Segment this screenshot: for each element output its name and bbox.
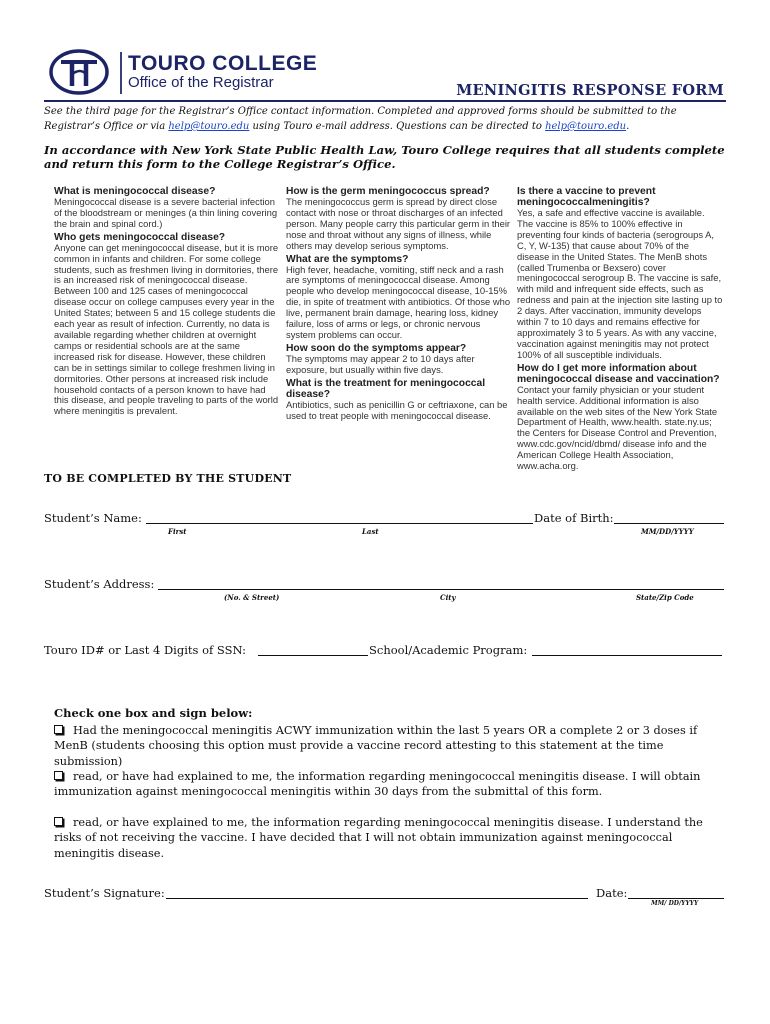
faq-answer: The meningococcus germ is spread by direct close contact with nose or throat discharges of an infected person. Many people carry this particular germ in their nose and throat without any signs of illness, while others may develop serious symptoms. [286, 196, 511, 251]
student-section-heading: TO BE COMPLETED BY THE STUDENT [44, 472, 292, 485]
faq-answer: High fever, headache, vomiting, stiff neck and a rash are symptoms of meningococcal disease. Among people who develop meningococcal disease, 10-15% die, in spite of treatment with antibiotics. Of those who live, permanent brain damage, hearing loss, kidney failure, loss of arms or legs, or chronic nervous system problems can occur. [286, 263, 511, 340]
logo-divider [120, 52, 122, 94]
office-name: Office of the Registrar [128, 74, 274, 91]
intro-line-2 [44, 119, 734, 134]
faq-answer: Antibiotics, such as penicillin G or ceftriaxone, can be used to treat people with meningococcal disease. [286, 398, 508, 421]
faq-answer: Anyone can get meningococcal disease, but it is more common in infants and children. For some college students, such as freshmen living in dormitories, there is an increased risk of meningococcal disease. Between 100 and 125 cases of meningococcal disease occur on college campuses every year in the United States; between 5 and 15 college students die each year as result of infection. Currently, no data is available regarding whether children at overnight camps or residential schools are at the same increased risk for disease. However, these children can be in settings similar to college freshmen living in dormitories. Other persons at increased risk include household contacts of a person known to have had this disease, and people traveling to parts of the world where meningitis is prevalent. [54, 241, 279, 417]
street-sublabel: (No. & Street) [224, 593, 280, 602]
name-input[interactable] [146, 523, 533, 524]
address-label: Student’s Address: [44, 577, 155, 591]
program-label: School/Academic Program: [369, 643, 528, 657]
address-input[interactable] [158, 589, 724, 590]
last-name-sublabel: Last [362, 527, 379, 536]
org-name: TOURO COLLEGE [128, 52, 318, 75]
form-title: MENINGITIS RESPONSE FORM [456, 82, 724, 99]
faq-answer: Contact your family physician or your student health service. Additional information is also available on the web sites of the New York State Department of Health, www.health. state.ny.us; the Centers for Disease Control and Prevention, www.cdc.gov/ncid/dbmd/ disease info and the American College Health Association, www.acha.org. [517, 383, 718, 472]
faq-answer: The symptoms may appear 2 to 10 days after exposure, but usually within five days. [286, 352, 475, 375]
faq-answer: Yes, a safe and effective vaccine is available. The vaccine is 85% to 100% effective in preventing four kinds of bacteria (serogroups A, C, Y, W-135) that cause about 70% of the disease in the United States. The MenB shots (called Trumenba or Bexsero) cover meningococcal serogroup B. The vaccine is safe, with mild and infrequent side effects, such as redness and pain at the injection site lasting up to 2 days. After vaccination, immunity develops within 7 to 10 days and remains effective for approximately 3 to 5 years. As with any vaccine, vaccination against meningitis may not protect 100% of all susceptible individuals. [517, 207, 723, 360]
faq-question: What is the treatment for meningococcal disease? [286, 377, 486, 400]
checkbox-decline[interactable] [54, 817, 63, 826]
option-decline [54, 815, 724, 861]
touro-logo-icon [48, 48, 110, 96]
option-immunized [54, 723, 724, 769]
touro-id-input[interactable] [258, 655, 368, 656]
checkbox-immunized[interactable] [54, 725, 63, 734]
option-will-obtain-text: read, or have had explained to me, the information regarding meningococcal meningitis disease. I will obtain immunization against meningococcal meningitis within 30 days from the submittal of this form. [54, 770, 701, 799]
checkbox-heading: Check one box and sign below: [54, 706, 253, 720]
header-rule [44, 100, 726, 102]
law-notice: In accordance with New York State Public Health Law, Touro College requires that all students complete and return this form to the College Registrar’s Office. [44, 143, 725, 171]
faq-question: How do I get more information about meningococcal disease and vaccination? [517, 362, 720, 385]
intro-line-2-mid: using Touro e-mail address. Questions can be directed to [249, 121, 546, 132]
touro-id-label: Touro ID# or Last 4 Digits of SSN: [44, 643, 246, 657]
email-link-1[interactable]: help@touro.edu [168, 121, 250, 132]
dob-input[interactable] [614, 523, 724, 524]
dob-label: Date of Birth: [534, 511, 614, 525]
date-input[interactable] [628, 898, 724, 899]
email-link-2[interactable]: help@touro.edu [545, 121, 627, 132]
signature-label: Student’s Signature: [44, 886, 165, 900]
intro-line-2-pre: Registrar’s Office or via [44, 121, 169, 132]
first-name-sublabel: First [168, 527, 187, 536]
option-will-obtain [54, 769, 724, 800]
intro-text [44, 104, 734, 134]
state-zip-sublabel: State/Zip Code [636, 593, 694, 602]
faq-question: What is meningococcal disease? [54, 186, 216, 197]
faq-question: Is there a vaccine to prevent meningococcalmeningitis? [517, 186, 656, 208]
intro-line-1: See the third page for the Registrar’s Office contact information. Completed and approved forms should be submitted to the [44, 106, 677, 117]
faq-column-2 [286, 186, 512, 424]
date-format-sublabel: MM/ DD/YYYY [651, 900, 699, 907]
faq-question: How is the germ meningococcus spread? [286, 186, 490, 197]
name-label: Student’s Name: [44, 511, 142, 525]
date-label: Date: [596, 886, 628, 900]
dob-format-sublabel: MM/DD/YYYY [641, 527, 694, 536]
program-input[interactable] [532, 655, 722, 656]
faq-question: What are the symptoms? [286, 253, 409, 265]
option-decline-text: read, or have explained to me, the information regarding meningococcal meningitis disease. I understand the risks of not receiving the vaccine. I have decided that I will not obtain immunization against meningococcal meningitis disease. [54, 816, 703, 860]
faq-column-1 [54, 186, 280, 419]
faq-question: Who gets meningococcal disease? [54, 231, 226, 243]
signature-input[interactable] [166, 898, 588, 899]
checkbox-will-obtain[interactable] [54, 771, 63, 780]
faq-column-3 [517, 186, 723, 474]
city-sublabel: City [440, 593, 456, 602]
faq-question: How soon do the symptoms appear? [286, 342, 467, 354]
option-immunized-text: Had the meningococcal meningitis ACWY immunization within the last 5 years OR a complete 2 or 3 doses if MenB (students choosing this option must provide a vaccine record attesting to this statement at the time submission) [54, 724, 698, 768]
faq-answer: Meningococcal disease is a severe bacterial infection of the bloodstream or meninges (a thin lining covering the brain and spinal cord.) [54, 196, 278, 229]
intro-line-2-end: . [626, 121, 630, 132]
